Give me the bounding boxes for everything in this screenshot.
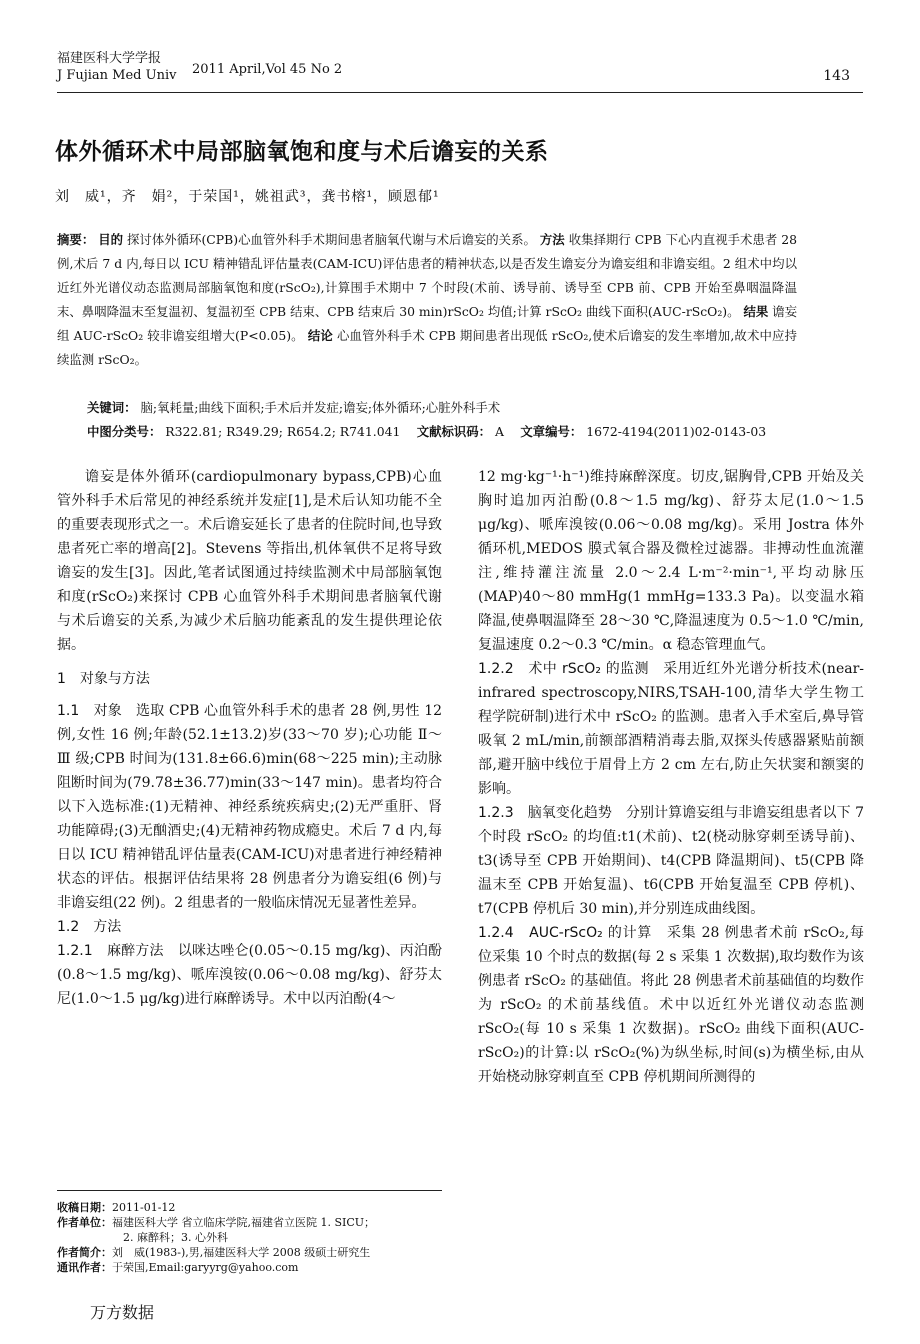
results-text: 谵妄组 AUC-rScO₂ 较非谵妄组增大(P<0.05)。 [57, 304, 798, 343]
corresponding-text: 于荣国,Email:garyyrg@yahoo.com [112, 1261, 299, 1274]
journal-header [57, 50, 176, 84]
section-1-2-1-text: 以咪达唑仑(0.05～0.15 mg/kg)、丙泊酚(0.8～1.5 mg/kg)、哌库溴铵(0.06～0.08 mg/kg)、舒芬太尼(1.0～1.5 μg/kg)进行麻醉诱导。术中以丙泊酚(4～ [57, 943, 442, 1007]
section-1-2-2 [478, 657, 864, 801]
section-1-2-4-heading: 1.2.4 AUC-rScO₂ 的计算 [478, 925, 653, 941]
article-title: 体外循环术中局部脑氧饱和度与术后谵妄的关系 [55, 139, 549, 165]
right-column [478, 465, 864, 1089]
objective-text: 探讨体外循环(CPB)心血管外科手术期间患者脑氧代谢与术后谵妄的关系。 [127, 232, 536, 247]
objective-label: 目的 [98, 232, 124, 247]
methods-text: 收集择期行 CPB 下心内直视手术患者 28 例,术后 7 d 内,每日以 ICU 精神错乱评估量表(CAM-ICU)评估患者的精神状态,以是否发生谵妄分为谵妄组和非谵妄组。2 组术中均以近红外光谱仪动态监测局部脑氧饱和度(rScO₂),计算围手术期中 7 个时段(术前、诱导前、诱导至 CPB 前、CPB 开始至鼻咽温降温末、鼻咽降温末至复温初、复温初至 CPB 结束、CPB 结束后 30 min)rScO₂ 均值;计算 rScO₂ 曲线下面积(AUC-rScO₂)。 [57, 232, 797, 319]
corresponding-label: 通讯作者： [57, 1261, 112, 1274]
abstract [57, 228, 797, 372]
bio-text: 刘 威(1983-),男,福建医科大学 2008 级硕士研究生 [112, 1246, 371, 1259]
affiliation-line-1: 福建医科大学 省立临床学院,福建省立医院 1. SICU； [112, 1216, 376, 1229]
article-no-label: 文章编号： [520, 424, 583, 439]
methods-label: 方法 [539, 232, 565, 247]
results-label: 结果 [743, 304, 769, 319]
section-1-2-3 [478, 801, 864, 921]
bio-label: 作者简介： [57, 1246, 112, 1259]
keywords-label: 关键词： [87, 400, 137, 415]
abstract-label: 摘要： [57, 232, 95, 247]
clc-label: 中图分类号： [87, 424, 162, 439]
header-rule [57, 92, 863, 93]
section-1-2-1 [57, 939, 442, 1011]
left-column [57, 465, 442, 1011]
keywords-text: 脑;氧耗量;曲线下面积;手术后并发症;谵妄;体外循环;心脏外科手术 [140, 400, 501, 415]
section-1-2-4 [478, 921, 864, 1089]
continued-paragraph: 12 mg·kg⁻¹·h⁻¹)维持麻醉深度。切皮,锯胸骨,CPB 开始及关胸时追加丙泊酚(0.8～1.5 mg/kg)、舒芬太尼(1.0～1.5 μg/kg)、哌库溴铵(0.06～0.08 mg/kg)。采用 Jostra 体外循环机,MEDOS 膜式氧合器及微栓过滤器。非搏动性血流灌注,维持灌注流量 2.0～2.4 L·m⁻²·min⁻¹,平均动脉压(MAP)40～80 mmHg(1 mmHg=133.3 Pa)。以变温水箱降温,使鼻咽温降至 28～30 ℃,降温速度为 0.5～1.0 ℃/min,复温速度 0.2～0.3 ℃/min。α 稳态管理血气。 [478, 469, 864, 653]
intro-paragraph: 谵妄是体外循环(cardiopulmonary bypass,CPB)心血管外科手术后常见的神经系统并发症[1],是术后认知功能不全的重要表现形式之一。术后谵妄延长了患者的住院时间,也导致患者死亡率的增高[2]。Stevens 等指出,机体氧供不足将导致谵妄的发生[3]。因此,笔者试图通过持续监测术中局部脑氧饱和度(rScO₂)来探讨 CPB 心血管外科手术期间患者脑氧代谢与术后谵妄的关系,为减少术后脑功能紊乱的发生提供理论依据。 [57, 469, 442, 653]
affiliation-label: 作者单位： [57, 1216, 112, 1229]
section-1-1-text: 选取 CPB 心血管外科手术的患者 28 例,男性 12 例,女性 16 例;年龄(52.1±13.2)岁(33～70 岁);心功能 Ⅱ～Ⅲ 级;CPB 时间为(131.8±66.6)min(68～225 min);主动脉阻断时间为(79.78±36.77)min(33～147 min)。患者均符合以下入选标准:(1)无精神、神经系统疾病史;(2)无严重肝、肾功能障碍;(3)无酗酒史;(4)无精神药物成瘾史。术后 7 d 内,每日以 ICU 精神错乱评估量表(CAM-ICU)对患者进行神经精神状态的评估。根据评估结果将 28 例患者分为谵妄组(6 例)与非谵妄组(22 例)。2 组患者的一般临床情况无显著性差异。 [57, 703, 443, 911]
keywords-block [87, 396, 807, 444]
section-1-2-4-text: 采集 28 例患者术前 rScO₂,每位采集 10 个时点的数据(每 2 s 采集 1 次数据),取均数作为该例患者 rScO₂ 的基础值。将此 28 例患者术前基础值的均数作为 rScO₂ 的术前基线值。术中以近红外光谱仪动态监测 rScO₂(每 10 s 采集 1 次数据)。rScO₂ 曲线下面积(AUC-rScO₂)的计算:以 rScO₂(%)为纵坐标,时间(s)为横坐标,由从开始桡动脉穿刺直至 CPB 停机期间所测得的 [478, 925, 864, 1085]
clc-value: R322.81; R349.29; R654.2; R741.041 [165, 424, 401, 439]
issue-info: 2011 April,Vol 45 No 2 [192, 62, 343, 77]
doc-code-label: 文献标识码： [416, 424, 492, 439]
section-1-2-3-heading: 1.2.3 脑氧变化趋势 [478, 805, 612, 821]
watermark-text: 万方数据 [90, 1303, 155, 1322]
journal-name-en: J Fujian Med Univ [57, 68, 177, 83]
conclusion-label: 结论 [307, 328, 333, 343]
article-no-value: 1672-4194(2011)02-0143-03 [586, 424, 767, 439]
section-1-2-3-text: 分别计算谵妄组与非谵妄组患者以下 7 个时段 rScO₂ 的均值:t1(术前)、t2(桡动脉穿刺至诱导前)、t3(诱导至 CPB 开始期间)、t4(CPB 降温期间)、t5(CPB 降温末至 CPB 开始复温)、t6(CPB 开始复温至 CPB 停机)、t7(CPB 停机后 30 min),并分别连成曲线图。 [478, 805, 865, 917]
received-date: 2011-01-12 [112, 1201, 176, 1214]
affiliation-line-2: 2. 麻醉科；3. 心外科 [123, 1231, 228, 1244]
footnote-block [57, 1200, 457, 1275]
author-list: 刘 威¹，齐 娟²，于荣国¹，姚祖武³，龚书榕¹，顾恩郁¹ [55, 189, 440, 205]
section-1-1-heading: 1.1 对象 [57, 703, 122, 719]
section-1-2-2-text: 采用近红外光谱分析技术(near-infrared spectroscopy,NIRS,TSAH-100,清华大学生物工程学院研制)进行术中 rScO₂ 的监测。患者入手术室后,鼻导管吸氧 2 mL/min,前额部酒精消毒去脂,双探头传感器紧贴前额部,避开脑中线位于眉骨上方 2 cm 左右,防止矢状窦和额窦的影响。 [478, 661, 864, 797]
doc-code-value: A [495, 424, 504, 439]
conclusion-text: 心血管外科手术 CPB 期间患者出现低 rScO₂,使术后谵妄的发生率增加,故术中应持续监测 rScO₂。 [57, 328, 797, 367]
section-1-2-2-heading: 1.2.2 术中 rScO₂ 的监测 [478, 661, 649, 677]
section-1-2-heading: 1.2 方法 [57, 919, 122, 935]
section-1-heading: 1 对象与方法 [57, 671, 150, 687]
page-number: 143 [823, 68, 850, 84]
section-1-1 [57, 699, 442, 915]
received-label: 收稿日期： [57, 1201, 112, 1214]
footnote-rule [57, 1190, 442, 1191]
section-1-2-1-heading: 1.2.1 麻醉方法 [57, 943, 164, 959]
journal-name-cn: 福建医科大学学报 [57, 51, 162, 66]
